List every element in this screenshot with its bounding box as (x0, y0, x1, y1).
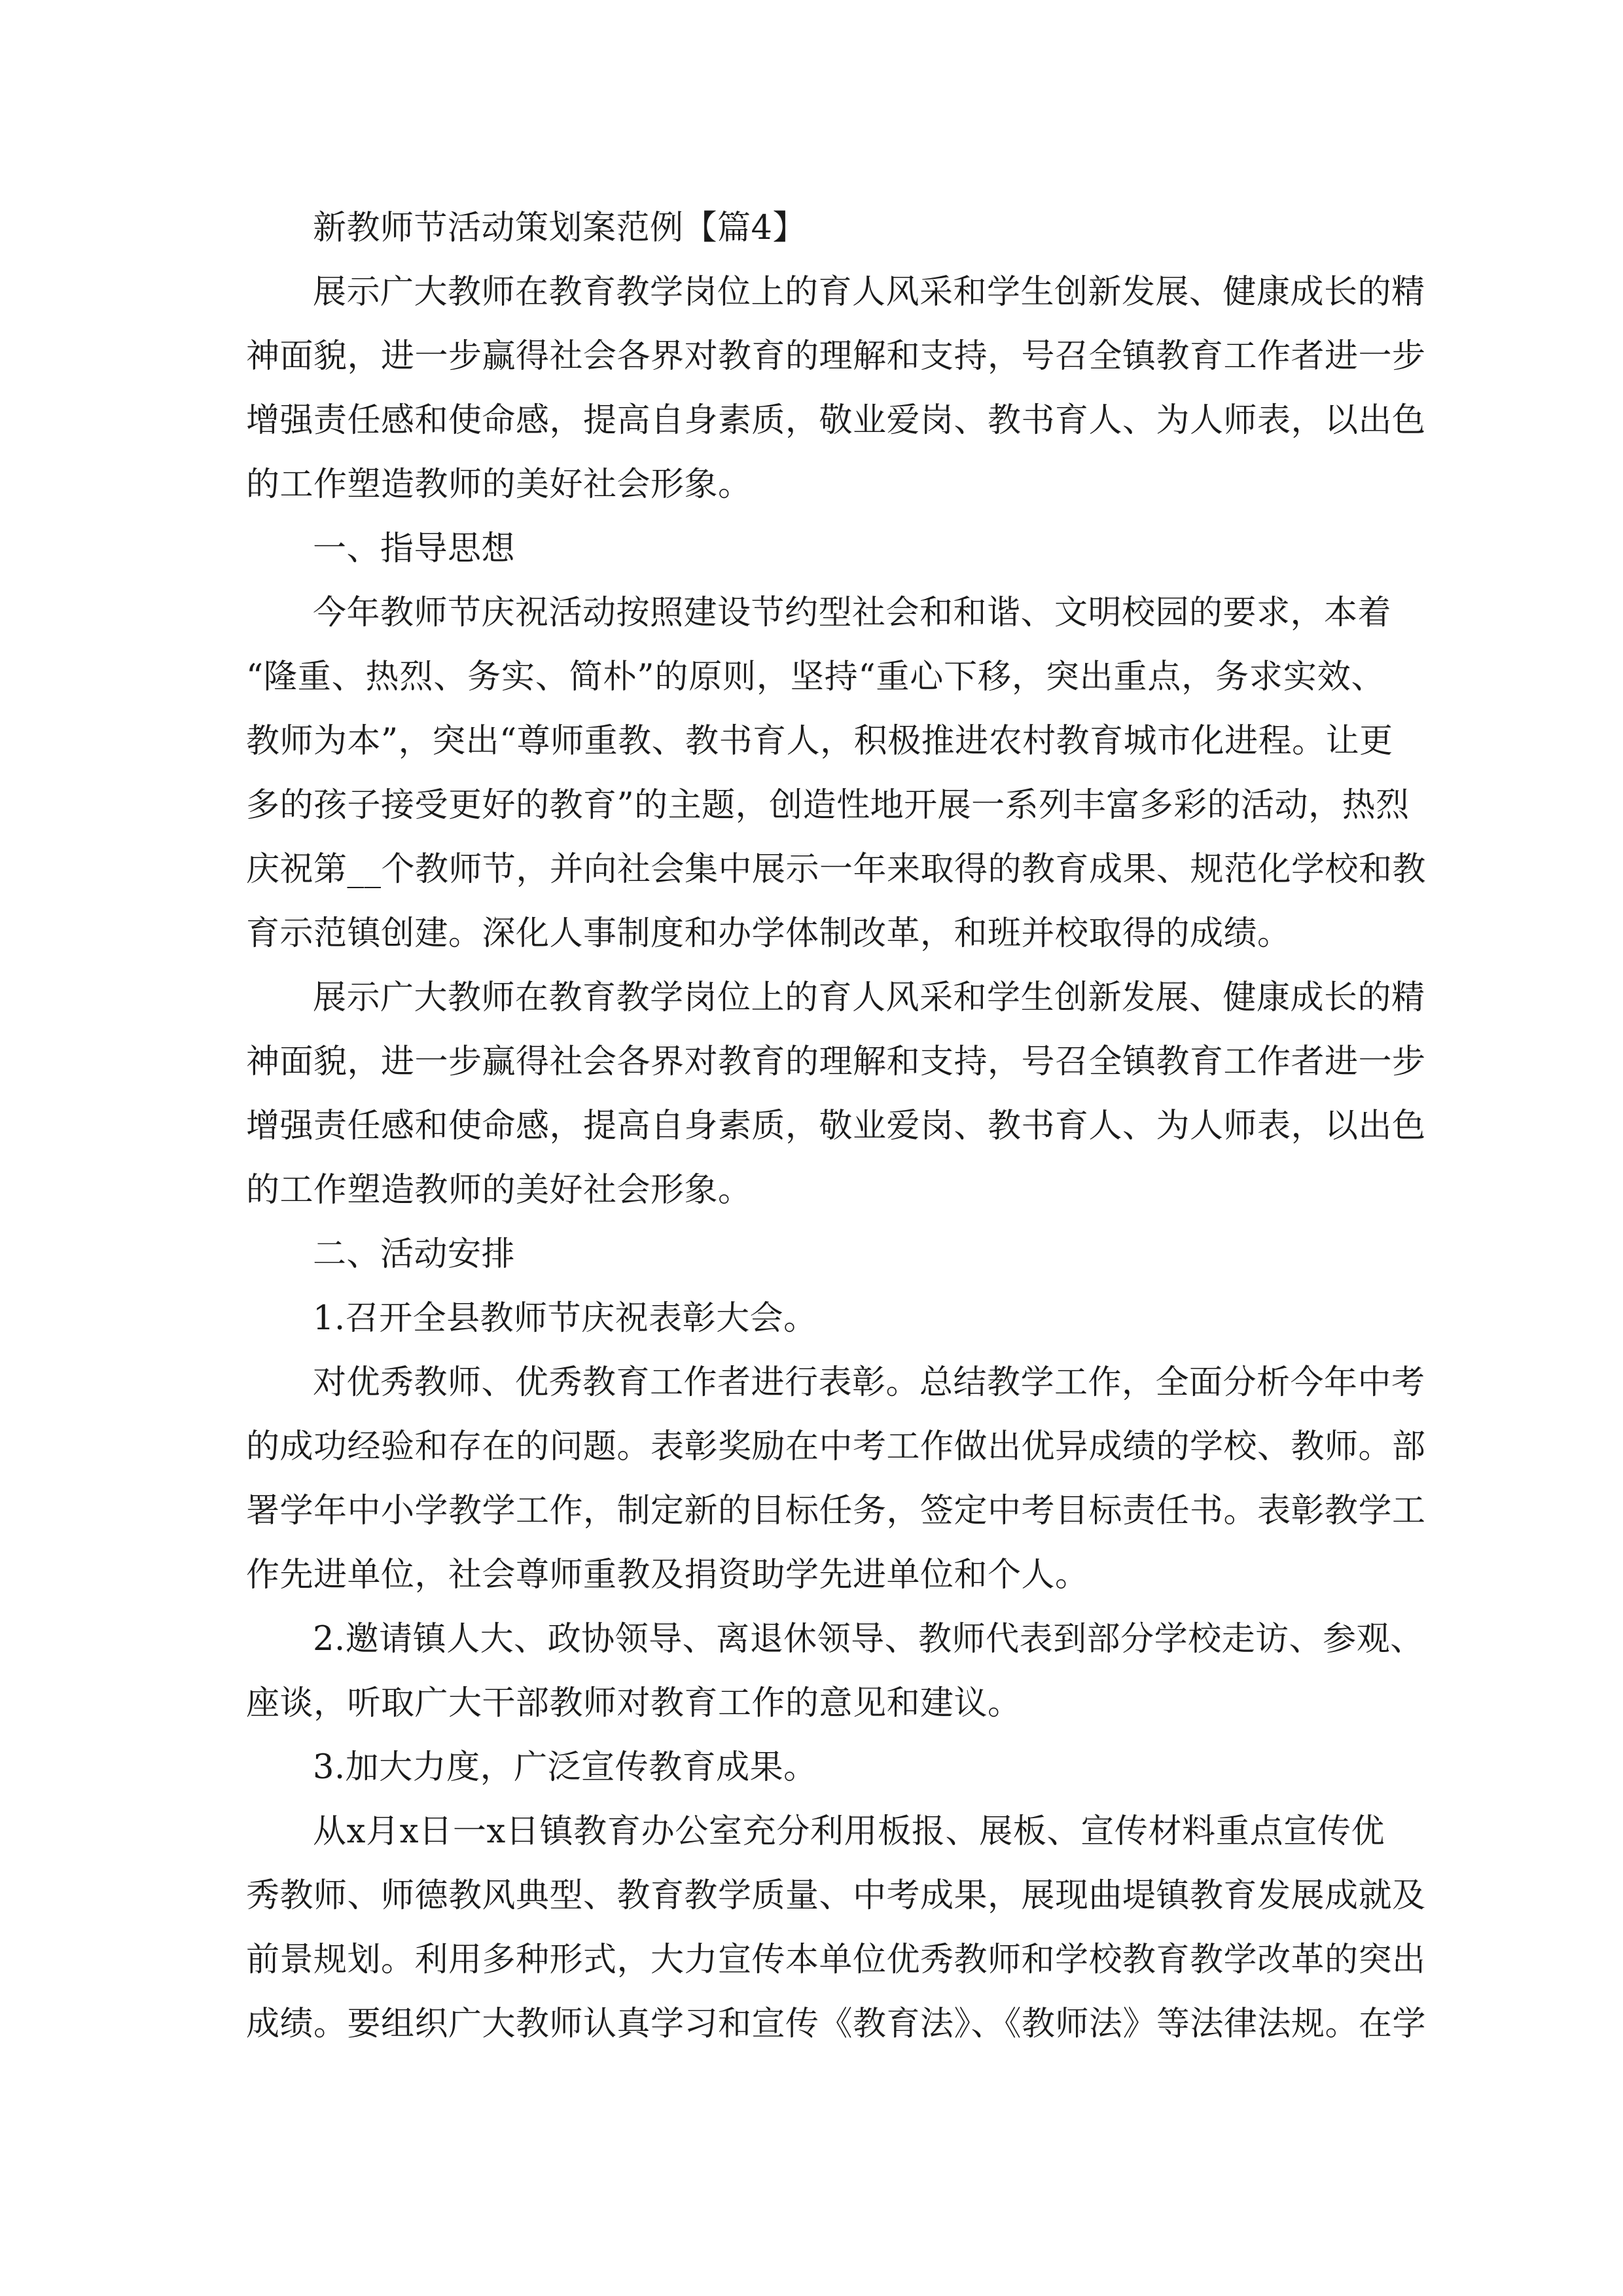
document-page (246, 196, 1427, 2160)
heading-text: 二、活动安排 (313, 1235, 516, 1274)
paragraph-publicity (246, 1800, 1427, 2056)
section-heading-guiding-ideology (246, 517, 1385, 581)
text-line: 前景规划。利用多种形式，大力宣传本单位优秀教师和学校教育教学改革的突出 (246, 1941, 1426, 1979)
paragraph-commendation (246, 1351, 1426, 1607)
heading-text: 一、指导思想 (313, 529, 516, 568)
text-line: “隆重、热烈、务实、简朴”的原则，坚持“重心下移，突出重点，务求实效、 (246, 658, 1385, 696)
text-line: 神面貌，进一步赢得社会各界对教育的理解和支持，号召全镇教育工作者进一步 (246, 337, 1426, 376)
heading-text: 1.召开全县教师节庆祝表彰大会。 (313, 1299, 817, 1338)
text-line: 育示范镇创建。深化人事制度和办学体制改革，和班并校取得的成绩。 (246, 914, 1291, 953)
text-line: 署学年中小学教学工作，制定新的目标任务，签定中考目标责任书。表彰教学工 (246, 1492, 1426, 1530)
section-heading-activities (246, 1223, 1385, 1287)
text-line: 秀教师、师德教风典型、教育教学质量、中考成果，展现曲堤镇教育发展成就及 (246, 1876, 1426, 1915)
text-line: 的工作塑造教师的美好社会形象。 (246, 1171, 752, 1210)
text-line: 今年教师节庆祝活动按照建设节约型社会和和谐、文明校园的要求，本着 (313, 594, 1392, 632)
text-line: 的工作塑造教师的美好社会形象。 (246, 465, 752, 504)
text-line: 增强责任感和使命感，提高自身素质，敬业爱岗、教书育人、为人师表，以出色 (246, 401, 1426, 440)
text-line: 作先进单位，社会尊师重教及捐资助学先进单位和个人。 (246, 1556, 1089, 1594)
text-line: 神面貌，进一步赢得社会各界对教育的理解和支持，号召全镇教育工作者进一步 (246, 1043, 1426, 1081)
paragraph-visits (246, 1607, 1424, 1736)
item-heading-1 (246, 1287, 1385, 1351)
text-line: 2.邀请镇人大、政协领导、离退休领导、教师代表到部分学校走访、参观、 (313, 1620, 1424, 1659)
paragraph-guiding-ideology (246, 581, 1427, 966)
text-line: 的成功经验和存在的问题。表彰奖励在中考工作做出优异成绩的学校、教师。部 (246, 1427, 1426, 1466)
text-line: 增强责任感和使命感，提高自身素质，敬业爱岗、教书育人、为人师表，以出色 (246, 1107, 1426, 1145)
text-line: 展示广大教师在教育教学岗位上的育人风采和学生创新发展、健康成长的精 (313, 978, 1425, 1017)
paragraph-showcase (246, 966, 1426, 1223)
document-title (246, 196, 1385, 260)
title-text: 新教师节活动策划案范例【篇4】 (313, 209, 806, 247)
text-line: 展示广大教师在教育教学岗位上的育人风采和学生创新发展、健康成长的精 (313, 273, 1425, 312)
heading-text: 3.加大力度，广泛宣传教育成果。 (313, 1748, 817, 1787)
text-line: 多的孩子接受更好的教育”的主题，创造性地开展一系列丰富多彩的活动，热烈 (246, 786, 1410, 825)
paragraph-intro (246, 260, 1426, 517)
text-line: 座谈，听取广大干部教师对教育工作的意见和建议。 (246, 1684, 1022, 1723)
item-heading-3 (246, 1736, 1385, 1800)
text-line: 庆祝第__个教师节，并向社会集中展示一年来取得的教育成果、规范化学校和教 (246, 850, 1427, 889)
text-line: 成绩。要组织广大教师认真学习和宣传《教育法》、《教师法》等法律法规。在学 (246, 2005, 1427, 2043)
text-line: 教师为本”，突出“尊师重教、教书育人，积极推进农村教育城市化进程。让更 (246, 722, 1393, 761)
text-line: 从x月x日一x日镇教育办公室充分利用板报、展板、宣传材料重点宣传优 (313, 1812, 1385, 1851)
text-line: 对优秀教师、优秀教育工作者进行表彰。总结教学工作，全面分析今年中考 (313, 1363, 1425, 1402)
